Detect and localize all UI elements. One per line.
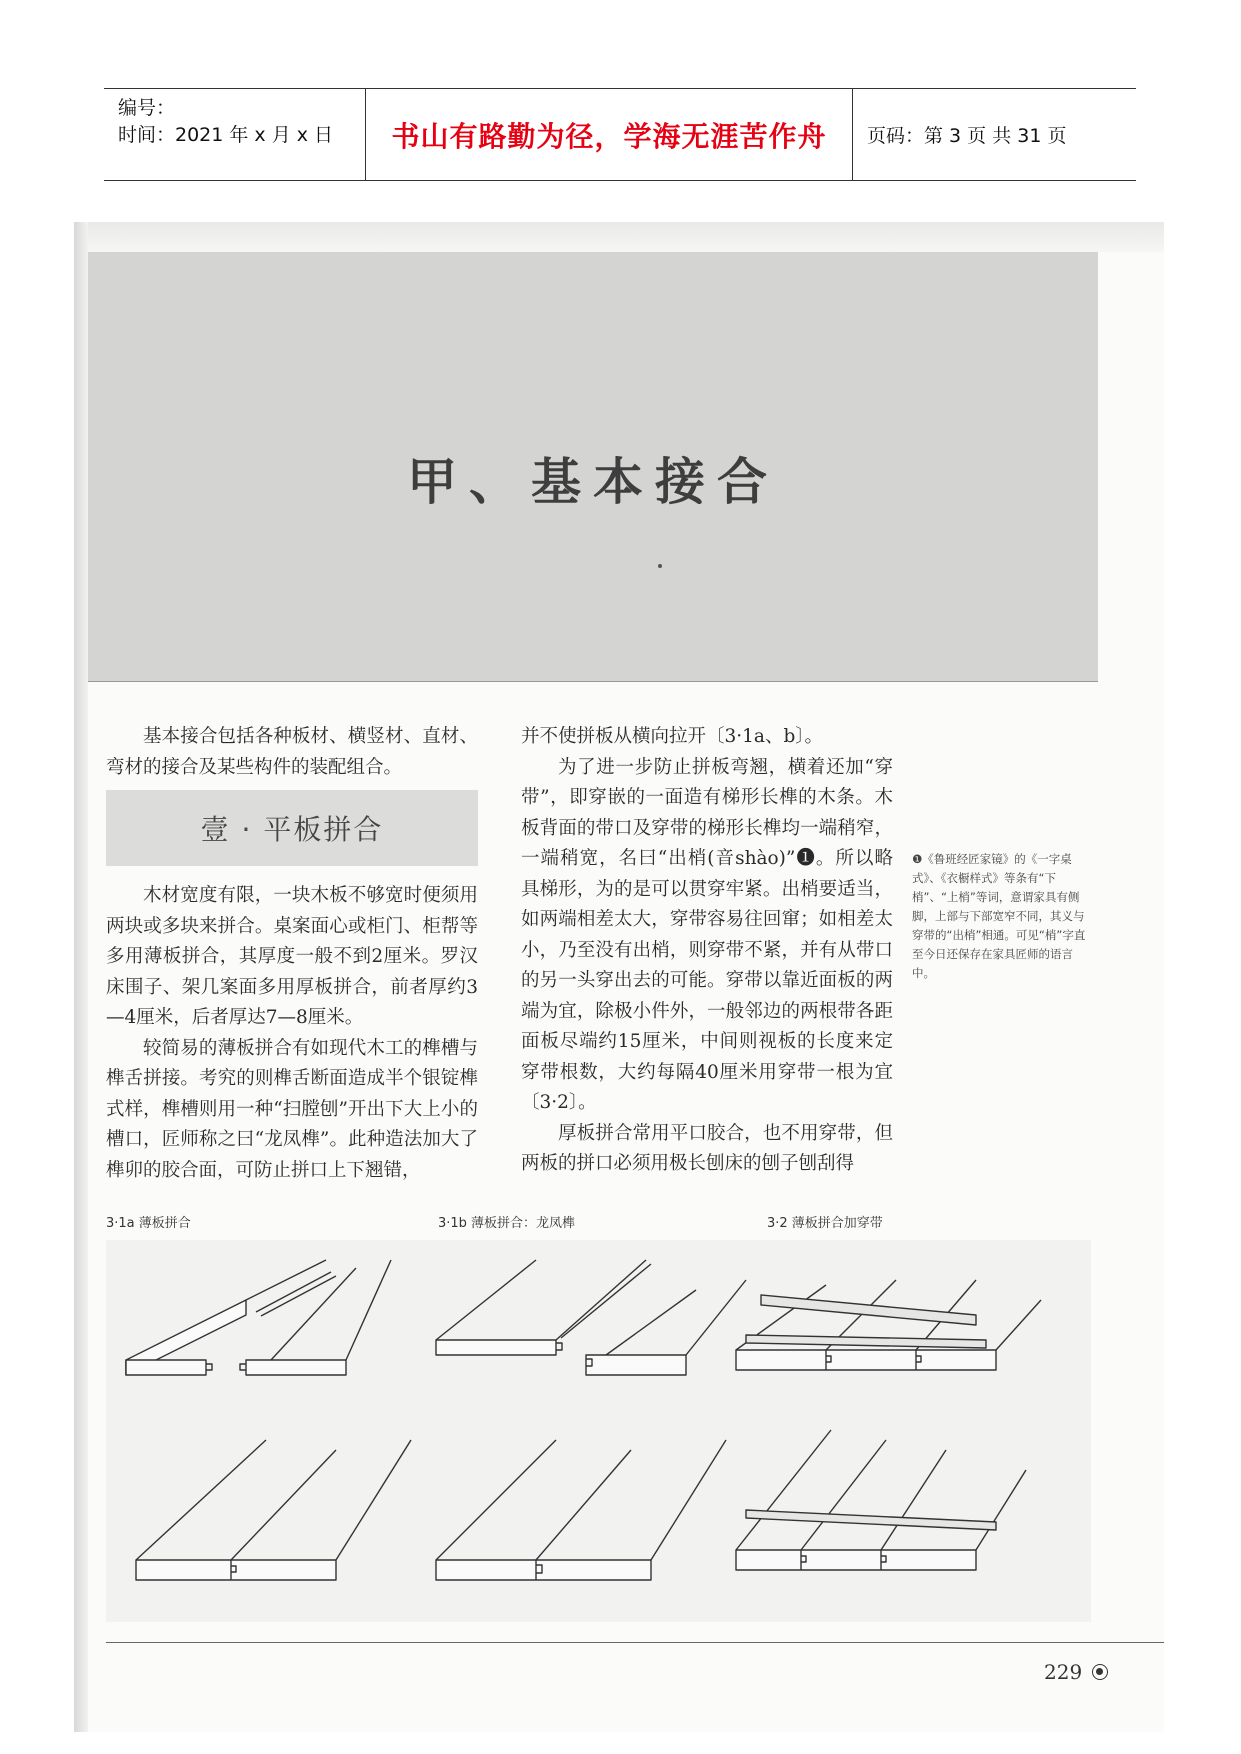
header-meta-cell [104,89,366,180]
paragraph: 木材宽度有限，一块木板不够宽时便须用两块或多块来拼合。桌案面心或柜门、柜帮等多用薄板拼合，其厚度一般不到2厘米。罗汉床围子、架几案面多用厚板拼合，前者厚约3—4厘米，后者厚达7—8厘米。 [106,885,478,1028]
scan-top-edge [74,222,1164,252]
figure-3-1a-joined-boards [136,1440,411,1580]
chapter-title: 甲、基本接合 [407,452,779,511]
page-count: 页码：第 3 页 共 31 页 [867,125,1067,147]
figure-caption-3-1a: 3·1a 薄板拼合 [106,1216,191,1231]
page-number: 229 [1044,1660,1083,1684]
paragraph: 厚板拼合常用平口胶合，也不用穿带，但两板的拼口必须用极长刨床的刨子刨刮得 [521,1122,893,1174]
figure-3-1b-joined-boards [436,1440,726,1580]
figure-3-2-boards-with-batten-bottom [736,1430,1026,1570]
time-label: 时间：2021 年 x 月 x 日 [118,124,334,146]
figure-3-1b-separated-boards [436,1260,746,1375]
header-pages-cell [853,89,1136,180]
paragraph: 为了进一步防止拼板弯翘，横着还加“穿带”，即穿嵌的一面造有梯形长榫的木条。木板背面的带口及穿带的梯形长榫均一端稍窄，一端稍宽，名曰“出梢(音shào)”❶。所以略具梯形，为的是可以贯穿牢紧。出梢要适当，如两端相差太大，穿带容易往回窜；如相差太小，乃至没有出梢，则穿带不紧，并有从带口的另一头穿出去的可能。穿带以靠近面板的两端为宜，除极小件外，一般邻边的两根带各距面板尽端约15厘米，中间则视板的长度来定穿带根数，大约每隔40厘米用穿带一根为宜〔3·2〕。 [521,756,893,1113]
figure-caption-3-1b: 3·1b 薄板拼合：龙凤榫 [438,1216,576,1231]
chapter-banner [88,252,1098,682]
side-note: ❶《鲁班经匠家镜》的《一字桌式》、《衣橱样式》等条有“下梢”、“上梢”等词，意谓家具有侧脚，上部与下部宽窄不同，其义与穿带的“出梢”相通。可见“梢”字直至今日还保存在家具匠师的语言中。 [912,852,1086,980]
motto: 书山有路勤为径，学海无涯苦作舟 [391,119,827,153]
text-column-right [521,722,893,1180]
paragraph-continued: 并不使拼板从横向拉开〔3·1a、b〕。 [521,726,824,747]
figure-3-2-boards-with-batten-top [736,1280,1041,1370]
number-label: 编号： [118,97,176,119]
page-number-bullet-icon [1092,1664,1108,1680]
footer-rule [106,1642,1164,1643]
banner-bottom-line [88,681,1098,682]
joinery-illustrations [106,1240,1091,1622]
figure-caption-3-2: 3·2 薄板拼合加穿带 [767,1216,883,1231]
banner-dot [658,564,662,568]
figure-panel [106,1240,1091,1622]
section-heading: 壹 · 平板拼合 [106,790,478,866]
scan-left-edge [74,222,88,1732]
paragraph: 较简易的薄板拼合有如现代木工的榫槽与榫舌拼接。考究的则榫舌断面造成半个银锭榫式样，榫槽则用一种“扫膛刨”开出下大上小的槽口，匠师称之曰“龙凤榫”。此种造法加大了榫卯的胶合面，可防止拼口上下翘错， [106,1037,478,1181]
header-motto-cell [366,89,853,180]
document-header [104,88,1136,181]
figure-3-1a-separated-boards [126,1260,391,1375]
intro-paragraph: 基本接合包括各种板材、横竖材、直材、弯材的接合及某些构件的装配组合。 [106,726,478,778]
